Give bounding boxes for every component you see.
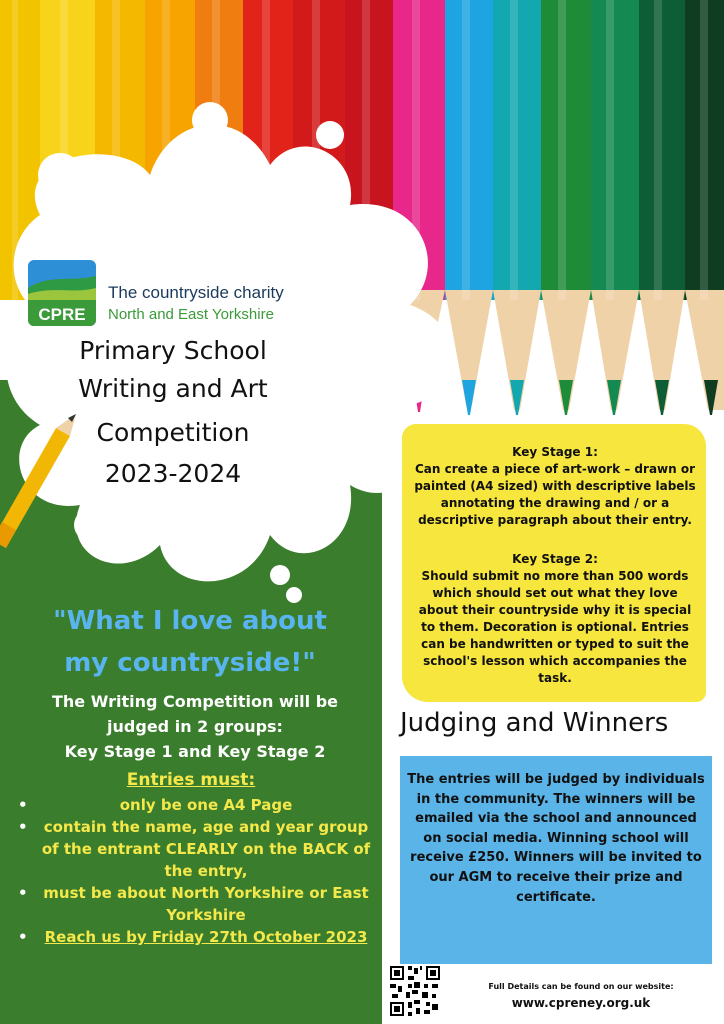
ks1-heading: Key Stage 1:: [512, 445, 598, 459]
tagline-line2: my countryside!": [64, 648, 316, 678]
list-item: [14, 882, 376, 926]
entry-rule-text: contain the name, age and year group of the entrant CLEARLY on the BACK of the entry,: [41, 818, 371, 880]
title-line3: Competition: [96, 418, 250, 447]
entry-deadline-text: Reach us by Friday 27th October 2023: [44, 928, 368, 946]
entry-rule-text: must be about North Yorkshire or East Yorkshire: [43, 884, 369, 924]
details-note: Full Details can be found on our website:: [488, 982, 674, 991]
list-item: [14, 926, 376, 948]
qr-code-icon: [388, 964, 442, 1018]
website-link[interactable]: www.cpreney.org.uk: [511, 996, 651, 1010]
entry-rule-text: only be one A4 Page: [119, 796, 293, 814]
title-line2: Writing and Art: [78, 374, 268, 403]
logo-abbr: CPRE: [38, 305, 86, 324]
entries-heading: Entries must:: [126, 770, 256, 790]
list-item: [14, 794, 376, 816]
ks2-heading: Key Stage 2:: [512, 552, 598, 566]
intro-line3: Key Stage 1 and Key Stage 2: [64, 742, 326, 761]
title-line4: 2023-2024: [104, 459, 242, 488]
tagline-line1: "What I love about: [53, 606, 327, 636]
logo-line2: North and East Yorkshire: [108, 306, 274, 323]
ks1-text: Can create a piece of art-work – drawn or painted (A4 sized) with descriptive labels annotating the drawing and / or a descriptive paragraph about their entry.: [414, 462, 696, 527]
title-line1: Primary School: [79, 336, 267, 365]
intro-line2: judged in 2 groups:: [107, 717, 283, 736]
entries-list: [14, 794, 376, 948]
judging-heading: Judging and Winners: [400, 708, 669, 738]
judging-text: The entries will be judged by individuals in the community. The winners will be emailed via the school and announced on social media. Winning school will receive £250. Winners will be invited to our AGM to receive their prize and certificate.: [407, 772, 705, 905]
intro-line1: The Writing Competition will be: [51, 692, 339, 711]
list-item: [14, 816, 376, 882]
cpre-logo: [28, 260, 96, 326]
ks2-text: Should submit no more than 500 words which should set out what they love about their countryside why it is special to them. Decoration is optional. Entries can be handwritten or typed to suit the school's lesson which accompanies the task.: [418, 569, 692, 685]
logo-line1: The countryside charity: [108, 283, 284, 302]
